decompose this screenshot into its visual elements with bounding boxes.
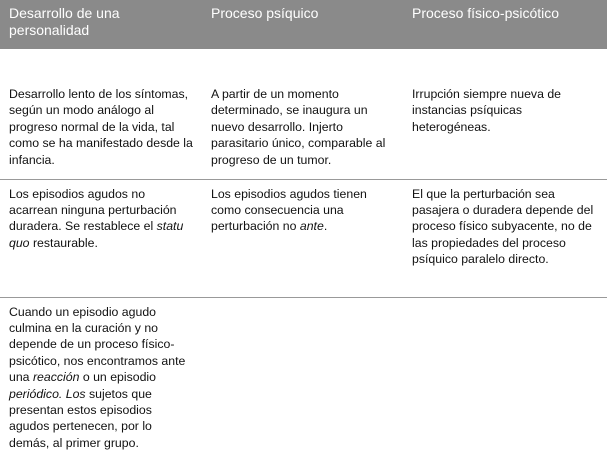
table-cell	[402, 179, 607, 297]
italic-text: statu quo	[9, 219, 184, 250]
header-personality-development: Desarrollo de una personalidad	[0, 0, 201, 49]
italic-text: ante	[299, 219, 324, 234]
table-row	[0, 297, 607, 457]
cell-text: Los episodios agudos tienen como consecuencia una perturbación no	[211, 186, 367, 234]
table-cell	[402, 297, 607, 457]
table-cell	[402, 49, 607, 179]
italic-text: periódico. Los	[9, 386, 86, 401]
cell-text: El que la perturbación sea pasajera o duradera depende del proceso físico subyacente, no de las propiedades del proceso psíquico paralelo directo.	[412, 186, 594, 267]
table-cell	[201, 179, 402, 297]
cell-text: Irrupción siempre nueva de instancias psíquicas heterogéneas.	[412, 87, 562, 134]
cell-text: Desarrollo lento de los síntomas, según un modo análogo al progreso normal de la vida, tal como se ha manifestado desde la infancia.	[9, 87, 193, 167]
table-row	[0, 49, 607, 179]
header-row	[0, 0, 607, 49]
table-cell	[201, 297, 402, 457]
table-cell	[0, 297, 201, 457]
header-physical-psychotic-process: Proceso físico-psicótico	[402, 0, 607, 49]
table-row	[0, 179, 607, 297]
table-cell	[0, 179, 201, 297]
cell-text: Cuando un episodio agudo culmina en la curación y no depende de un proceso físico-psicótico, nos encontramos ante una	[9, 304, 186, 385]
header-psychic-process: Proceso psíquico	[201, 0, 402, 49]
table-cell	[0, 49, 201, 179]
table-cell	[201, 49, 402, 179]
cell-text: sujetos que presentan estos episodios agudos pertenecen, por lo demás, al primer grupo.	[9, 386, 152, 450]
cell-text: A partir de un momento determinado, se inaugura un nuevo desarrollo. Injerto parasitario único, comparable al progreso de un tumor.	[211, 87, 386, 167]
cell-text: .	[323, 219, 328, 234]
cell-text: o un episodio	[79, 370, 156, 385]
cell-text: restaurable.	[29, 235, 98, 250]
italic-text: reacción	[32, 370, 80, 385]
cell-text: Los episodios agudos no acarrean ninguna perturbación duradera. Se restablece el	[9, 186, 177, 234]
